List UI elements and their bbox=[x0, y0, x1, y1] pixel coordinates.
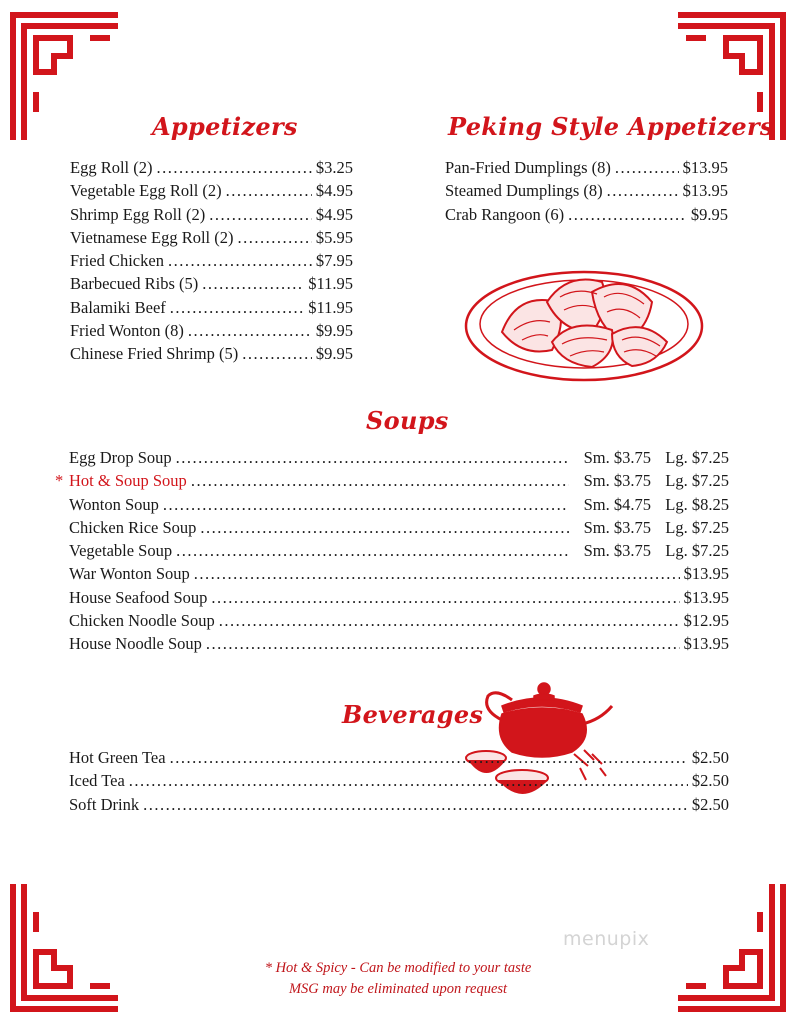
peking-list bbox=[445, 158, 728, 228]
list-item: War Wonton Soup ..... $13.95 bbox=[69, 564, 729, 587]
peking-heading: Peking Style Appetizers bbox=[448, 112, 774, 141]
list-item: Crab Rangoon (6) ..... $9.95 bbox=[445, 205, 728, 228]
list-item: Wonton Soup ..... Sm. $4.75 Lg. $8.25 bbox=[69, 495, 729, 518]
beverages-heading: Beverages bbox=[342, 700, 484, 729]
list-item: Fried Chicken ..... $7.95 bbox=[70, 251, 353, 274]
soups-list bbox=[55, 448, 729, 658]
corner-ornament-top-left bbox=[10, 12, 120, 142]
list-item: House Seafood Soup ..... $13.95 bbox=[69, 588, 729, 611]
list-item: Chicken Rice Soup ..... Sm. $3.75 Lg. $7.25 bbox=[69, 518, 729, 541]
list-item: Soft Drink ..... $2.50 bbox=[69, 795, 729, 818]
list-item: Balamiki Beef ..... $11.95 bbox=[70, 298, 353, 321]
list-item: Vietnamese Egg Roll (2) ..... $5.95 bbox=[70, 228, 353, 251]
list-item: Vegetable Egg Roll (2) ..... $4.95 bbox=[70, 181, 353, 204]
dumplings-plate-illustration bbox=[462, 262, 706, 384]
appetizers-list bbox=[70, 158, 353, 368]
list-item: Vegetable Soup ..... Sm. $3.75 Lg. $7.25 bbox=[69, 541, 729, 564]
list-item: Hot Green Tea ..... $2.50 bbox=[69, 748, 729, 771]
list-item: Iced Tea ..... $2.50 bbox=[69, 771, 729, 794]
list-item: Chinese Fried Shrimp (5) ..... $9.95 bbox=[70, 344, 353, 367]
list-item: House Noodle Soup ..... $13.95 bbox=[69, 634, 729, 657]
list-item: Barbecued Ribs (5) ..... $11.95 bbox=[70, 274, 353, 297]
list-item: Pan-Fried Dumplings (8) ..... $13.95 bbox=[445, 158, 728, 181]
footer-note-msg: MSG may be eliminated upon request bbox=[288, 981, 508, 997]
footer-note-spicy: * Hot & Spicy - Can be modified to your taste bbox=[264, 960, 532, 976]
spicy-marker: * bbox=[55, 471, 64, 491]
list-item: Fried Wonton (8) ..... $9.95 bbox=[70, 321, 353, 344]
list-item: Steamed Dumplings (8) ..... $13.95 bbox=[445, 181, 728, 204]
list-item: Egg Drop Soup ..... Sm. $3.75 Lg. $7.25 bbox=[69, 448, 729, 471]
list-item: Shrimp Egg Roll (2) ..... $4.95 bbox=[70, 205, 353, 228]
appetizers-heading: Appetizers bbox=[152, 112, 298, 141]
list-item: Egg Roll (2) ..... $3.25 bbox=[70, 158, 353, 181]
menupix-watermark: menupix bbox=[563, 928, 650, 950]
list-item: Chicken Noodle Soup ..... $12.95 bbox=[69, 611, 729, 634]
soups-heading: Soups bbox=[366, 406, 449, 435]
list-item: * Hot & Soup Soup ..... Sm. $3.75 Lg. $7.25 bbox=[69, 471, 729, 494]
beverages-list bbox=[69, 748, 729, 818]
